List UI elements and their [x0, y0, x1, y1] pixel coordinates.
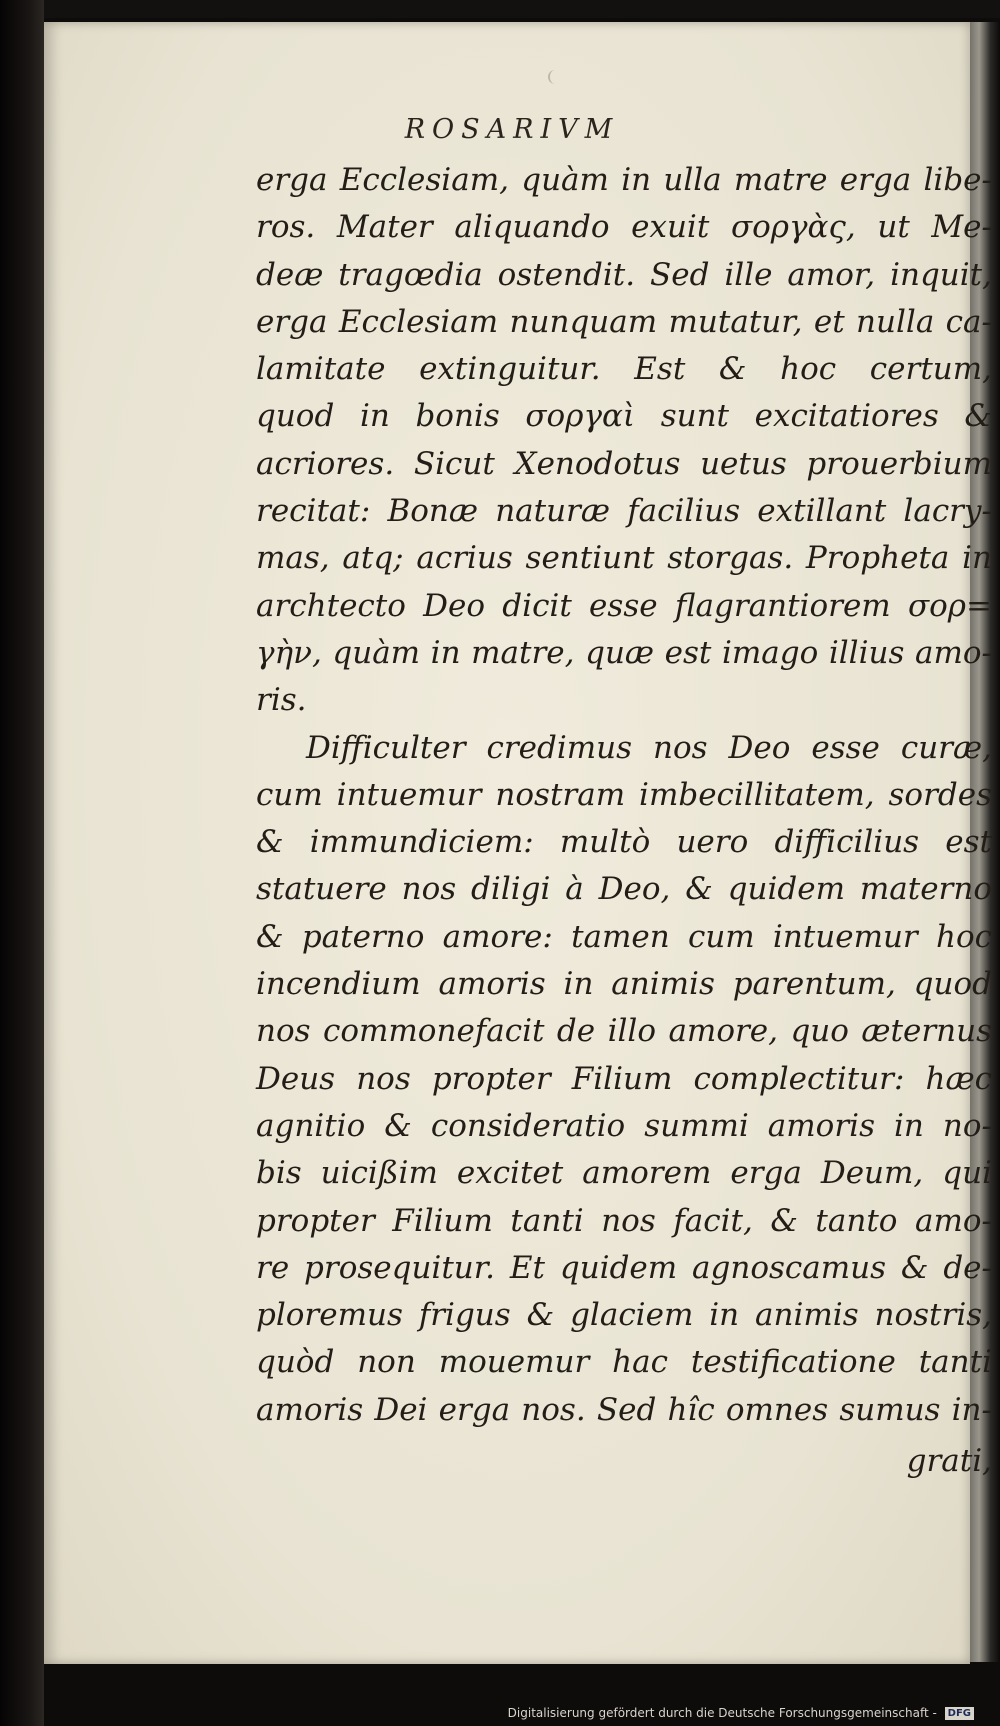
text-line: bis uicißim excitet amorem erga Deum, qui: [256, 1155, 992, 1192]
page-mark: [548, 70, 558, 84]
text-line: grati,: [906, 1443, 992, 1480]
text-line: acriores. Sicut Xenodotus uetus prouerbium: [256, 445, 992, 482]
credit-text: Digitalisierung gefördert durch die Deutsche Forschungsgemeinschaft -: [507, 1706, 937, 1720]
text-line: amoris Dei erga nos. Sed hîc omnes sumus in-: [256, 1391, 992, 1428]
scan-left-border: [0, 0, 44, 1726]
digitization-credit: [508, 1706, 974, 1720]
text-line: statuere nos diligi à Deo, & quidem materno: [256, 871, 992, 908]
text-line: & paterno amore: tamen cum intuemur hoc: [256, 918, 992, 955]
running-head: ROSARIVM: [404, 114, 620, 145]
text-line: mas, atq; acrius sentiunt storgas. Propheta in: [256, 540, 992, 577]
text-line: γὴν, quàm in matre, quæ est imago illius amo-: [256, 634, 992, 671]
text-line: & immundiciem: multò uero difficilius est: [256, 824, 992, 861]
text-line: deæ tragœdia ostendit. Sed ille amor, inquit,: [256, 256, 992, 293]
text-line: erga Ecclesiam, quàm in ulla matre erga libe-: [256, 162, 992, 198]
book-page: [44, 22, 992, 1664]
dfg-logo: DFG: [945, 1707, 974, 1720]
text-line: nos commonefacit de illo amore, quo æternus: [256, 1013, 992, 1050]
scan-top-border: [0, 0, 1000, 18]
text-line: ros. Mater aliquando exuit σοργὰς, ut Me-: [256, 209, 992, 246]
text-line: Deus nos propter Filium complectitur: hæc: [256, 1060, 992, 1097]
text-line: erga Ecclesiam nunquam mutatur, et nulla ca-: [256, 303, 992, 340]
text-line: agnitio & consideratio summi amoris in no-: [256, 1107, 992, 1144]
text-line: re prosequitur. Et quidem agnoscamus & de-: [256, 1249, 992, 1286]
text-line: recitat: Bonæ naturæ facilius extillant lacry-: [256, 493, 992, 530]
text-line: ploremus frigus & glaciem in animis nostris,: [256, 1297, 992, 1334]
text-line: archtecto Deo dicit esse flagrantiorem σορ=: [256, 587, 992, 624]
text-line: incendium amoris in animis parentum, quod: [256, 966, 992, 1003]
text-line: lamitate extinguitur. Est & hoc certum,: [256, 351, 992, 388]
page-body-text: [256, 157, 992, 1485]
text-line: propter Filium tanti nos facit, & tanto amo-: [256, 1202, 992, 1239]
text-line: quod in bonis σοργαὶ sunt excitatiores &: [256, 398, 992, 435]
text-line: cum intuemur nostram imbecillitatem, sordes: [256, 776, 992, 813]
text-line: ris.: [256, 682, 307, 719]
text-line: Difficulter credimus nos Deo esse curæ,: [306, 729, 992, 766]
text-line: quòd non mouemur hac testificatione tanti: [256, 1344, 992, 1381]
